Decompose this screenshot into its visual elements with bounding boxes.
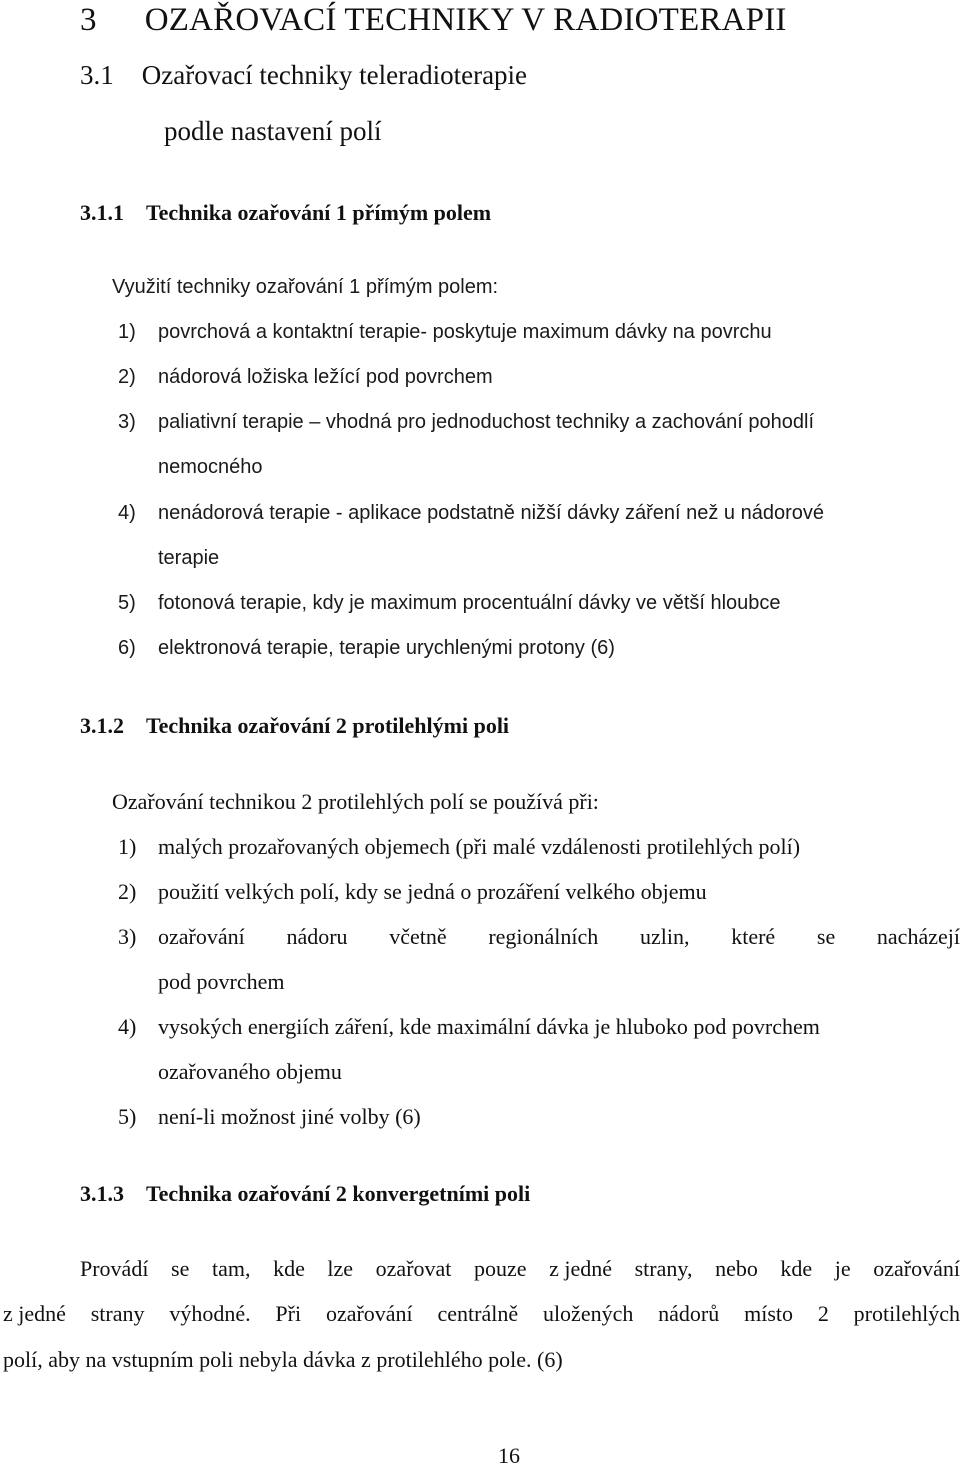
list-item-text: paliativní terapie – vhodná pro jednoduchost techniky a zachování pohodlí: [158, 411, 815, 433]
list-item-number: 3): [118, 924, 137, 949]
word: se: [816, 924, 836, 949]
paragraph-line: [3, 1301, 960, 1327]
list-item-number: 2): [118, 366, 136, 388]
page-number: 16: [498, 1443, 520, 1468]
word: se: [171, 1256, 190, 1281]
list-item-text: [158, 924, 960, 950]
word: strany,: [634, 1256, 693, 1281]
list-item-continuation: pod povrchem: [158, 969, 285, 994]
list-item: [118, 1104, 421, 1130]
word: Provádí: [80, 1256, 149, 1281]
list-item-text: není-li možnost jiné volby (6): [158, 1104, 421, 1129]
sub1-intro: Využití techniky ozařování 1 přímým polem:: [112, 276, 499, 298]
subsection-number: 3.1.1: [80, 200, 124, 225]
list-item-continuation: nemocného: [158, 456, 263, 478]
paragraph-line: polí, aby na vstupním poli nebyla dávka z protilehlého pole. (6): [3, 1347, 563, 1372]
list-item-continuation: ozařovaného objemu: [158, 1059, 342, 1084]
section-number: 3.1: [80, 60, 114, 90]
word: z jedné: [549, 1256, 613, 1281]
chapter-number: 3: [80, 2, 97, 38]
list-item-continuation: terapie: [158, 547, 220, 569]
word: nádorů: [658, 1301, 720, 1326]
list-item: [118, 879, 707, 905]
list-item-number: 1): [118, 321, 136, 343]
word: které: [731, 924, 776, 949]
list-item: [118, 924, 960, 950]
word: ozařování: [158, 924, 245, 949]
list-item: [118, 637, 615, 660]
word: ozařování: [325, 1301, 413, 1326]
list-item: [118, 1014, 820, 1040]
list-item-text: nádorová ložiska ležící pod povrchem: [158, 366, 493, 388]
chapter-title: OZAŘOVACÍ TECHNIKY V RADIOTERAPII: [144, 2, 787, 38]
word: Při: [275, 1301, 302, 1326]
word: kde: [780, 1256, 813, 1281]
word: z jedné: [3, 1301, 66, 1326]
word: nádoru: [286, 924, 348, 949]
subsection-number: 3.1.3: [80, 1181, 124, 1206]
word: kde: [273, 1256, 305, 1281]
subsection-heading-1: [80, 200, 491, 226]
list-item-number: 5): [118, 1104, 137, 1129]
word: uzlin,: [640, 924, 690, 949]
list-item: [118, 366, 493, 389]
word: ozařování: [873, 1256, 960, 1281]
list-item-text: vysokých energiích záření, kde maximální dávka je hluboko pod povrchem: [158, 1014, 820, 1039]
word: místo: [744, 1301, 793, 1326]
list-item-number: 4): [118, 502, 136, 524]
word: výhodné.: [169, 1301, 251, 1326]
word: strany: [90, 1301, 145, 1326]
paragraph-line: [80, 1256, 960, 1282]
subsection-number: 3.1.2: [80, 713, 124, 738]
section-heading: [80, 60, 527, 91]
sub2-intro: Ozařování technikou 2 protilehlých polí se používá při:: [112, 789, 599, 814]
word: ozařovat: [375, 1256, 452, 1281]
subsection-heading-3: [80, 1181, 530, 1207]
subsection-heading-2: [80, 713, 509, 739]
chapter-heading: [80, 2, 787, 39]
list-item-number: 6): [118, 637, 136, 659]
word: nacházejí: [876, 924, 960, 949]
word: je: [834, 1256, 851, 1281]
list-item-number: 2): [118, 879, 137, 904]
list-item-number: 3): [118, 411, 136, 433]
word: centrálně: [437, 1301, 519, 1326]
section-title-line2: podle nastavení polí: [164, 116, 382, 146]
list-item-text: použití velkých polí, kdy se jedná o prozáření velkého objemu: [158, 879, 707, 904]
subsection-title: Technika ozařování 2 protilehlými poli: [146, 713, 510, 738]
word: 2: [817, 1301, 829, 1326]
list-item-number: 1): [118, 834, 137, 859]
word: uložených: [542, 1301, 634, 1326]
word: lze: [327, 1256, 354, 1281]
word: regionálních: [488, 924, 599, 949]
word: nebo: [715, 1256, 758, 1281]
subsection-title: Technika ozařování 2 konvergetními poli: [146, 1181, 531, 1206]
section-title-line1: Ozařovací techniky teleradioterapie: [141, 60, 528, 90]
list-item: [118, 411, 814, 434]
word: protilehlých: [853, 1301, 960, 1326]
list-item-number: 5): [118, 592, 136, 614]
list-item-text: fotonová terapie, kdy je maximum procentuální dávky ve větší hloubce: [158, 592, 781, 614]
subsection-title: Technika ozařování 1 přímým polem: [146, 200, 492, 225]
list-item-text: elektronová terapie, terapie urychlenými protony (6): [158, 637, 615, 659]
list-item-text: malých prozařovaných objemech (při malé vzdálenosti protilehlých polí): [158, 834, 801, 859]
list-item: [118, 321, 772, 344]
list-item: [118, 592, 781, 615]
list-item-number: 4): [118, 1014, 137, 1039]
list-item: [118, 834, 800, 860]
list-item-text: povrchová a kontaktní terapie- poskytuje maximum dávky na povrchu: [158, 321, 772, 343]
word: tam,: [211, 1256, 251, 1281]
list-item-text: nenádorová terapie - aplikace podstatně nižší dávky záření než u nádorové: [158, 502, 824, 524]
list-item: [118, 502, 824, 525]
word: pouze: [474, 1256, 527, 1281]
word: včetně: [389, 924, 447, 949]
